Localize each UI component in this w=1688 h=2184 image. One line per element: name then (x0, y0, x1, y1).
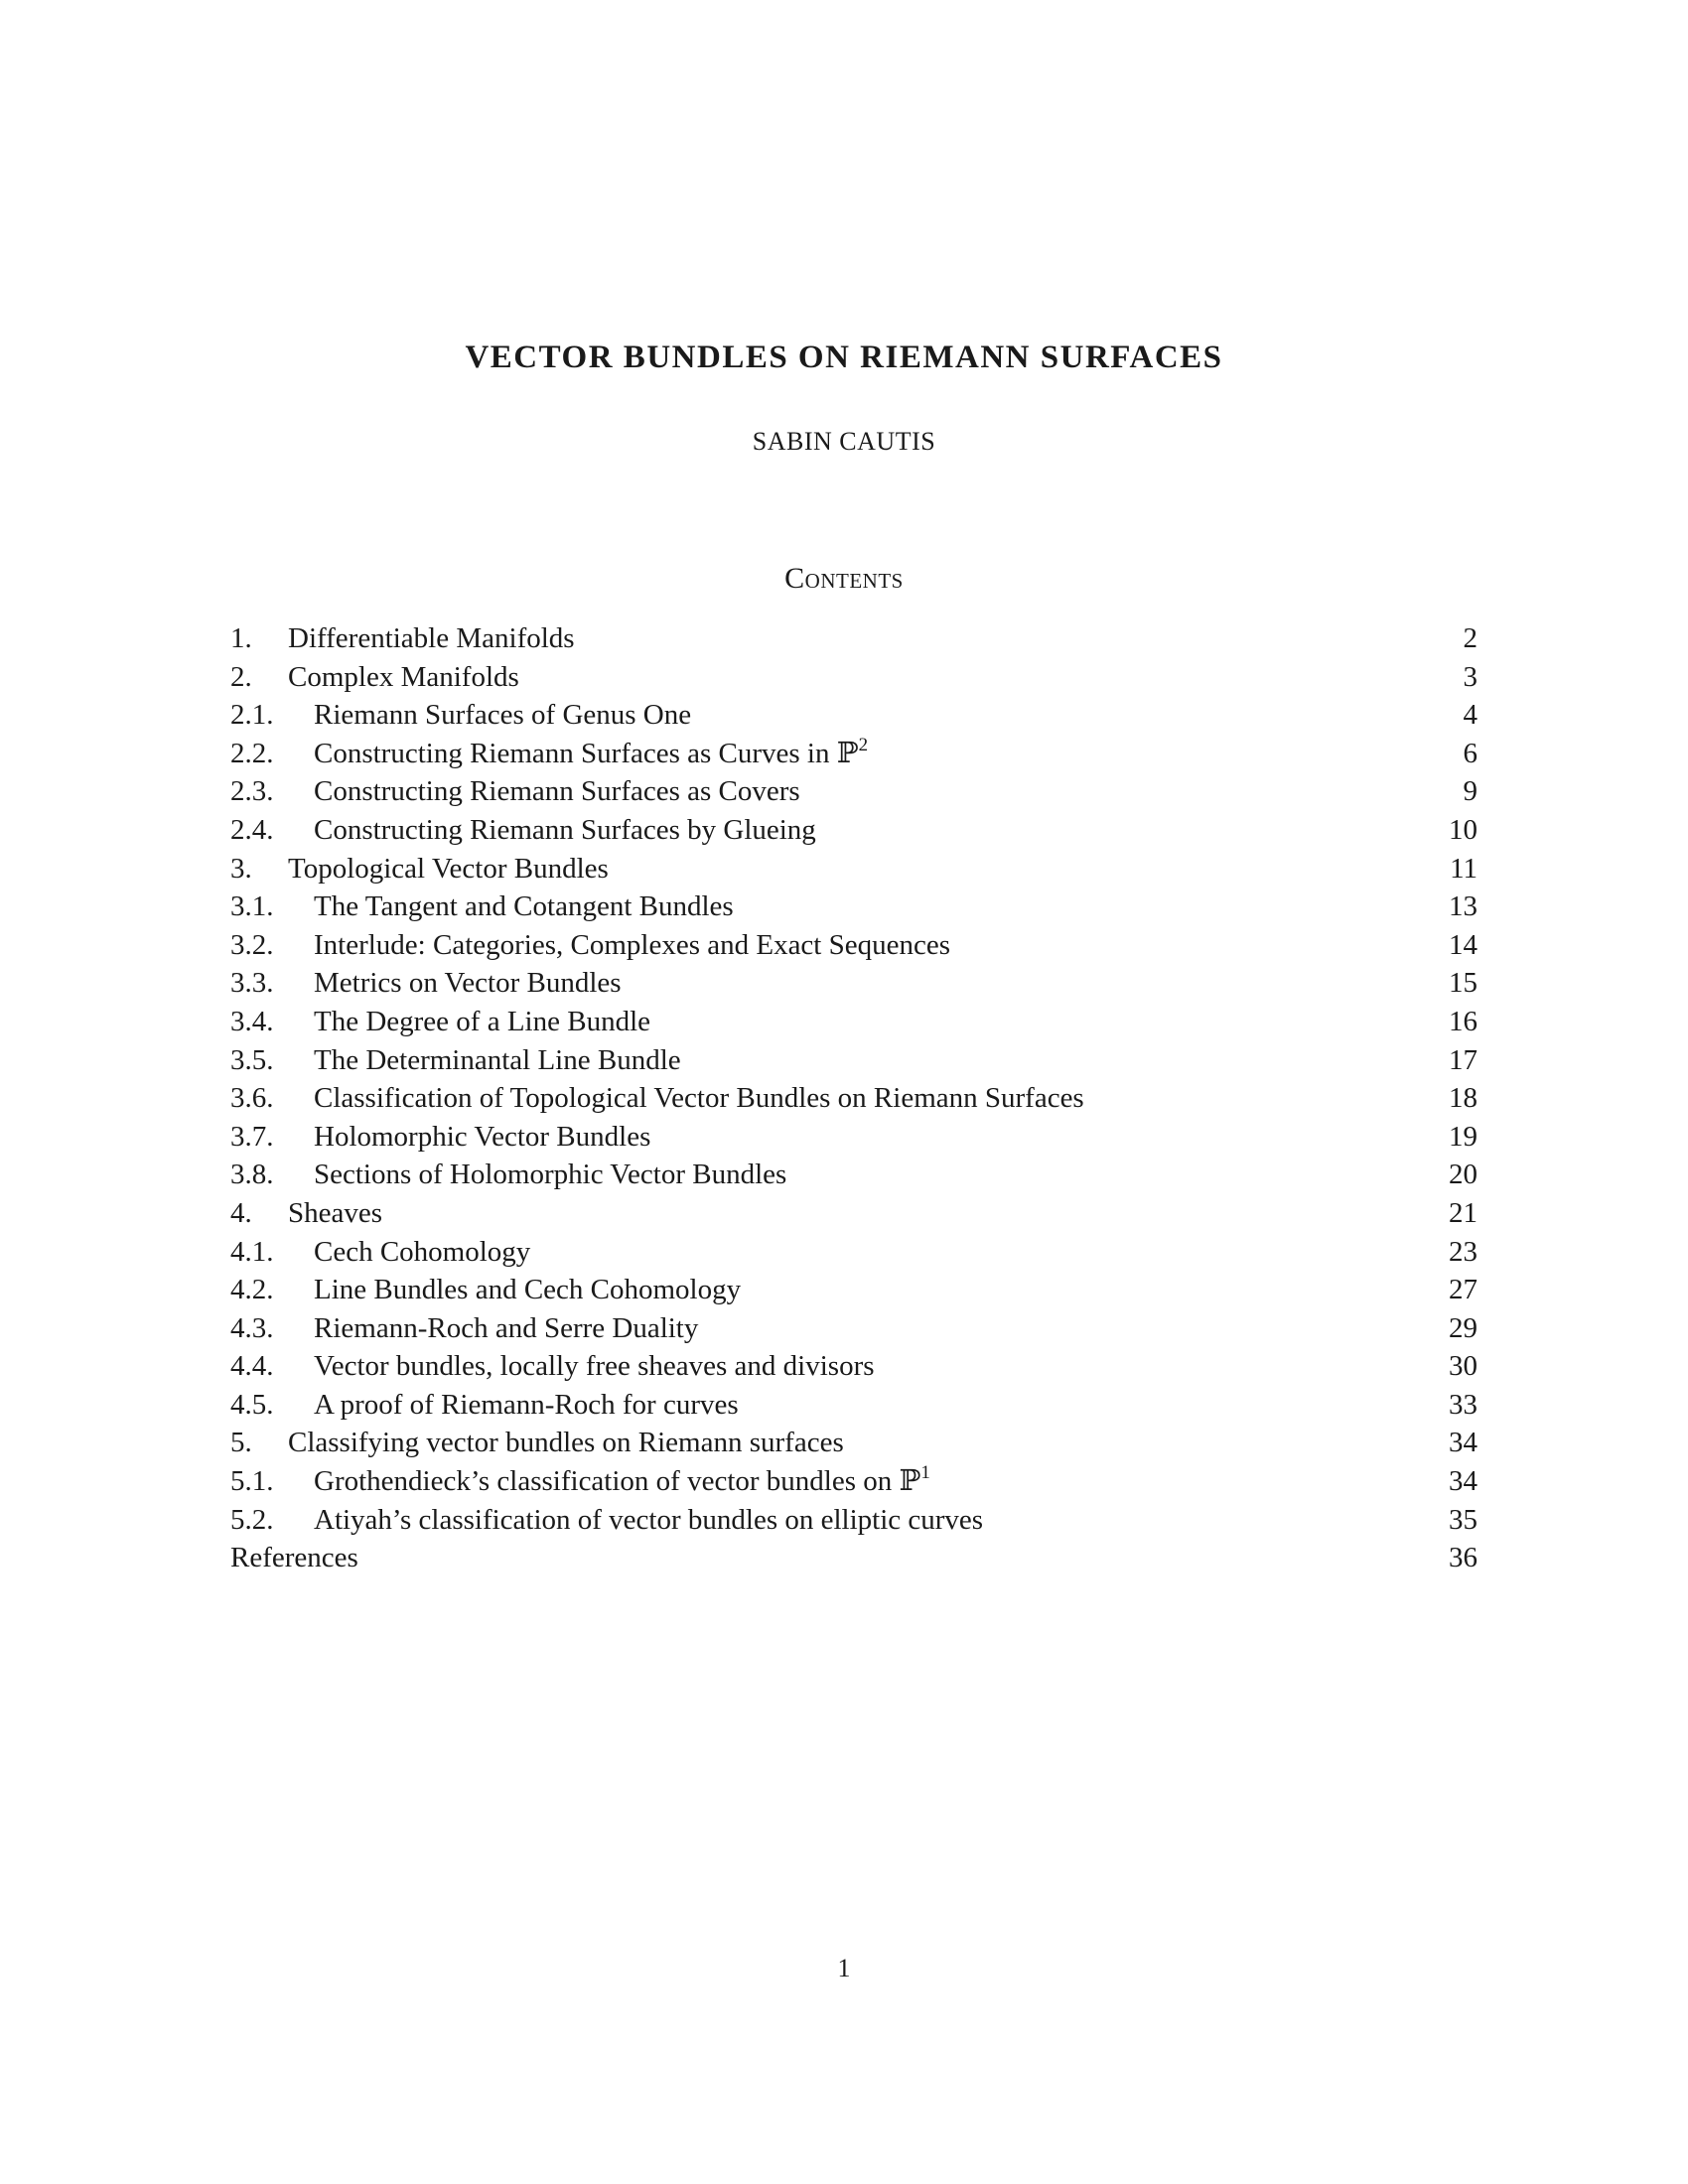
toc-entry-page: 20 (1449, 1159, 1477, 1191)
toc-entry-title-text: The Degree of a Line Bundle (314, 1005, 650, 1037)
document-title: VECTOR BUNDLES ON RIEMANN SURFACES (465, 340, 1223, 375)
toc-entry-title-text: Differentiable Manifolds (288, 622, 575, 654)
toc-entry-page: 6 (1463, 737, 1477, 769)
toc-entry-title (288, 619, 575, 658)
toc-entry-number: 5. (230, 1427, 252, 1459)
toc-entry-title-text: The Tangent and Cotangent Bundles (314, 890, 734, 923)
toc-entry-page: 14 (1449, 928, 1477, 961)
toc-entry-number: 4.3. (230, 1311, 274, 1344)
toc-entry[interactable] (230, 811, 1477, 850)
toc-entry-title (314, 1386, 739, 1425)
toc-entry-title-text: Topological Vector Bundles (288, 852, 609, 885)
toc-entry-title-text: Sections of Holomorphic Vector Bundles (314, 1159, 787, 1191)
toc-entry[interactable] (230, 1233, 1477, 1272)
toc-entry-page: 34 (1449, 1465, 1477, 1498)
toc-entry[interactable] (230, 1539, 1477, 1577)
toc-entry-page: 2 (1463, 622, 1477, 654)
toc-entry-page: 18 (1449, 1082, 1477, 1115)
toc-entry-title (314, 811, 816, 850)
superscript: 1 (920, 1462, 930, 1484)
toc-entry-title (288, 1194, 382, 1233)
toc-entry[interactable] (230, 735, 1477, 773)
toc-entry-page: 17 (1449, 1043, 1477, 1076)
toc-entry-title-text: Atiyah’s classification of vector bundles on elliptic curves (314, 1503, 984, 1536)
toc-entry-number: 5.1. (230, 1465, 274, 1498)
toc-entry[interactable] (230, 1462, 1477, 1501)
toc-entry-number: 3. (230, 852, 252, 885)
toc-entry-page: 19 (1449, 1120, 1477, 1153)
toc-entry-title (314, 1501, 983, 1540)
toc-entry[interactable] (230, 1118, 1477, 1157)
toc-entry[interactable] (230, 1386, 1477, 1425)
toc-entry-page: 16 (1449, 1005, 1477, 1037)
toc-entry-page: 13 (1449, 890, 1477, 923)
toc-entry-page: 30 (1449, 1350, 1477, 1383)
toc-entry-title-text: Line Bundles and Cech Cohomology (314, 1274, 742, 1306)
toc-entry-number: 3.5. (230, 1043, 274, 1076)
toc-entry[interactable] (230, 1309, 1477, 1348)
toc-entry-title (314, 696, 691, 735)
toc-entry-number: 3.7. (230, 1120, 274, 1153)
toc-entry-title (314, 1462, 930, 1501)
toc-entry-number: 2. (230, 660, 252, 693)
toc-entry-title-text: Holomorphic Vector Bundles (314, 1120, 651, 1153)
toc-entry-title-text: Constructing Riemann Surfaces by Glueing (314, 813, 816, 846)
toc-entry-number: 2.2. (230, 737, 274, 769)
toc-entry-number: 3.1. (230, 890, 274, 923)
toc-entry-page: 4 (1463, 699, 1477, 732)
toc-entry-title (314, 1079, 1084, 1118)
toc-entry-page: 15 (1449, 967, 1477, 1000)
toc-entry-title-text: Complex Manifolds (288, 660, 519, 693)
toc-entry-title (314, 1271, 741, 1309)
toc-entry-title (230, 1539, 358, 1577)
toc-entry[interactable] (230, 964, 1477, 1003)
toc-entry[interactable] (230, 1271, 1477, 1309)
toc-entry[interactable] (230, 658, 1477, 697)
toc-entry-number: 2.4. (230, 813, 274, 846)
toc-entry-title (314, 772, 800, 811)
toc-entry-page: 3 (1463, 660, 1477, 693)
toc-entry-title-text: Classification of Topological Vector Bundles on Riemann Surfaces (314, 1082, 1084, 1115)
toc-entry-page: 11 (1450, 852, 1477, 885)
toc-entry[interactable] (230, 926, 1477, 965)
toc-entry-page: 34 (1449, 1427, 1477, 1459)
toc-entry-number: 2.3. (230, 775, 274, 808)
toc-entry[interactable] (230, 772, 1477, 811)
toc-entry-number: 4.2. (230, 1274, 274, 1306)
toc-entry-number: 3.2. (230, 928, 274, 961)
toc-entry-title (314, 735, 868, 773)
toc-entry-number: 4. (230, 1196, 252, 1229)
toc-entry[interactable] (230, 850, 1477, 888)
toc-entry[interactable] (230, 1003, 1477, 1041)
toc-entry-title (314, 926, 950, 965)
toc-entry-title-text: A proof of Riemann-Roch for curves (314, 1388, 739, 1421)
toc-entry[interactable] (230, 1079, 1477, 1118)
contents-heading: Contents (784, 562, 904, 595)
toc-entry-page: 33 (1449, 1388, 1477, 1421)
page-number: 1 (837, 1954, 851, 1982)
toc-entry-title-text: Riemann Surfaces of Genus One (314, 699, 692, 732)
toc-entry-number: 3.4. (230, 1005, 274, 1037)
toc-entry-title-text: References (230, 1542, 358, 1574)
toc-entry[interactable] (230, 696, 1477, 735)
toc-entry-number: 4.4. (230, 1350, 274, 1383)
toc-entry-number: 2.1. (230, 699, 274, 732)
toc-entry[interactable] (230, 887, 1477, 926)
toc-entry-title (314, 1003, 650, 1041)
toc-entry[interactable] (230, 1501, 1477, 1540)
toc-entry-title-text: Sheaves (288, 1196, 383, 1229)
toc-entry[interactable] (230, 1347, 1477, 1386)
toc-entry[interactable] (230, 1194, 1477, 1233)
author-name: SABIN CAUTIS (752, 427, 936, 456)
toc-entry-title (314, 887, 734, 926)
toc-entry-page: 10 (1449, 813, 1477, 846)
toc-entry-title (314, 1041, 681, 1080)
toc-entry-page: 36 (1449, 1542, 1477, 1574)
toc-entry-number: 3.8. (230, 1159, 274, 1191)
toc-entry-title-text: Grothendieck’s classification of vector bundles on ℙ (314, 1465, 921, 1498)
toc-entry-title (314, 1233, 530, 1272)
toc-entry-title-text: Vector bundles, locally free sheaves and divisors (314, 1350, 875, 1383)
toc-entry-title (288, 658, 519, 697)
toc-entry-title (314, 1347, 875, 1386)
toc-entry-title-text: Riemann-Roch and Serre Duality (314, 1311, 699, 1344)
toc-entry-page: 35 (1449, 1503, 1477, 1536)
toc-entry-page: 9 (1463, 775, 1477, 808)
toc-entry-title (314, 1156, 786, 1194)
toc-entry[interactable] (230, 619, 1477, 658)
toc-entry[interactable] (230, 1424, 1477, 1462)
toc-entry-number: 3.6. (230, 1082, 274, 1115)
toc-entry-number: 1. (230, 622, 252, 654)
toc-entry-number: 3.3. (230, 967, 274, 1000)
toc-entry-number: 5.2. (230, 1503, 274, 1536)
toc-entry[interactable] (230, 1041, 1477, 1080)
toc-entry-number: 4.5. (230, 1388, 274, 1421)
toc-entry-title-text: Constructing Riemann Surfaces as Curves in ℙ (314, 737, 859, 769)
toc-entry-title (314, 964, 622, 1003)
toc-entry-title (314, 1309, 698, 1348)
toc-entry-page: 23 (1449, 1235, 1477, 1268)
toc-entry-title-text: Interlude: Categories, Complexes and Exact Sequences (314, 928, 951, 961)
table-of-contents (230, 619, 1477, 1577)
toc-entry-page: 27 (1449, 1274, 1477, 1306)
toc-entry-title-text: Metrics on Vector Bundles (314, 967, 622, 1000)
superscript: 2 (858, 734, 869, 755)
toc-entry-number: 4.1. (230, 1235, 274, 1268)
toc-entry-title-text: The Determinantal Line Bundle (314, 1043, 681, 1076)
toc-entry-title (288, 1424, 844, 1462)
toc-entry-page: 29 (1449, 1311, 1477, 1344)
toc-entry-title (314, 1118, 650, 1157)
toc-entry[interactable] (230, 1156, 1477, 1194)
toc-entry-page: 21 (1449, 1196, 1477, 1229)
toc-entry-title-text: Constructing Riemann Surfaces as Covers (314, 775, 800, 808)
toc-entry-title-text: Classifying vector bundles on Riemann surfaces (288, 1427, 844, 1459)
toc-entry-title (288, 850, 609, 888)
toc-entry-title-text: Cech Cohomology (314, 1235, 531, 1268)
